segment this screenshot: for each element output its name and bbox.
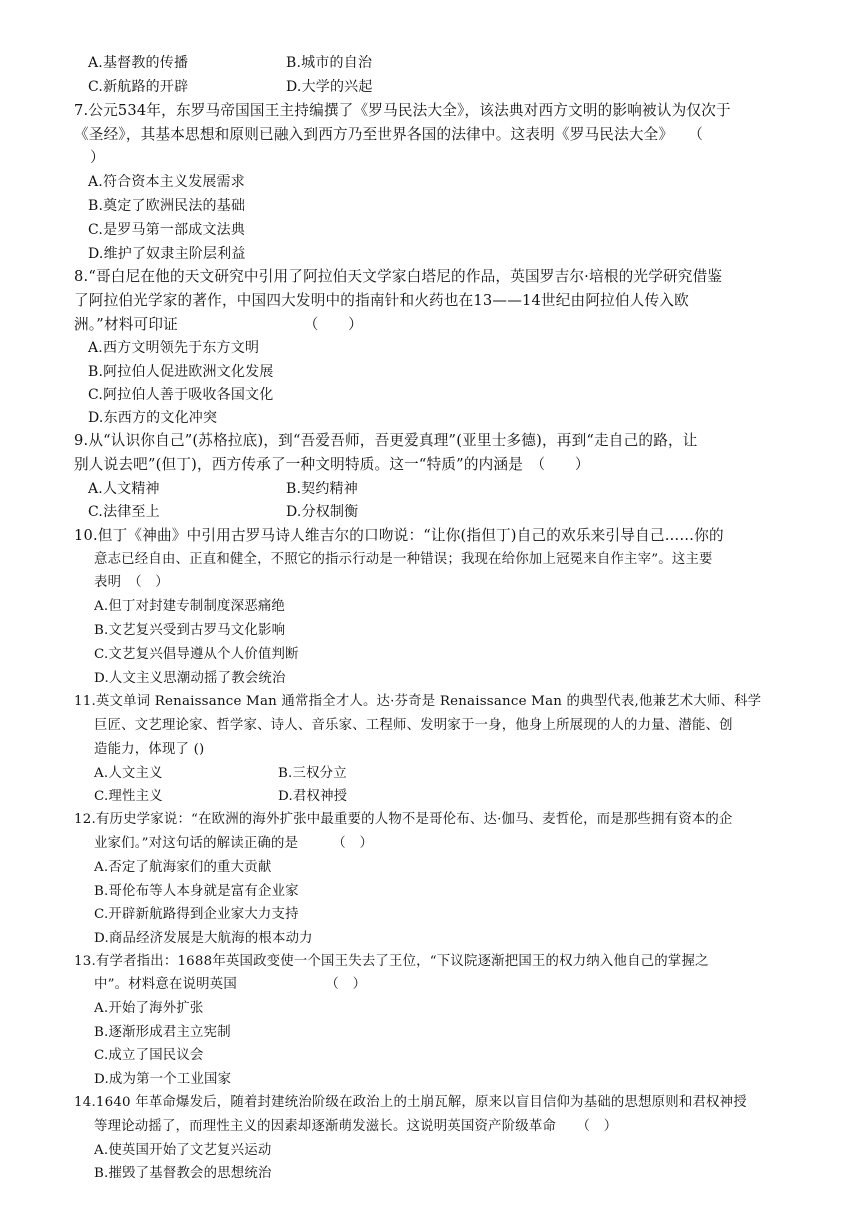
q6-option-d: D.大学的兴起 [286,79,373,95]
q6-option-b: B.城市的自治 [286,55,373,71]
q10-stem-line1: 10.但丁《神曲》中引用古罗马诗人维吉尔的口吻说：“让你(指但丁)自己的欢乐来引导自己……你的 [74,527,724,544]
q12-option-c: C.开辟新航路得到企业家大力支持 [94,907,299,922]
q7-option-c: C.是罗马第一部成文法典 [88,222,246,238]
q12-stem-line2: 业家们。”对这句话的解读正确的是 （ ） [94,836,374,851]
q11-stem-line2: 巨匠、文艺理论家、哲学家、诗人、音乐家、工程师、发明家于一身，他身上所展现的人的力量、潜能、创 [94,718,733,733]
q13-option-d: D.成为第一个工业国家 [94,1072,232,1087]
q9-stem-line1: 9.从“认识你自己”(苏格拉底)，到“吾爱吾师，吾更爱真理”(亚里士多德)，再到“走自己的路，让 [74,432,698,449]
q13-option-b: B.逐渐形成君主立宪制 [94,1025,231,1040]
q9-option-d: D.分权制衡 [286,504,359,520]
q14-stem-line1: 14.1640 年革命爆发后，随着封建统治阶级在政治上的土崩瓦解，原来以盲目信仰为基础的思想原则和君权神授 [74,1095,747,1110]
q9-option-a: A.人文精神 [88,481,160,497]
q8-option-d: D.东西方的文化冲突 [88,410,218,426]
q11-option-b: B.三权分立 [278,766,347,781]
q13-option-a: A.开始了海外扩张 [94,1001,204,1016]
q6-option-c: C.新航路的开辟 [88,79,189,95]
q8-option-b: B.阿拉伯人促进欧洲文化发展 [88,364,274,380]
q13-stem-line2: 中”。材料意在说明英国 （ ） [94,977,367,992]
q7-stem-line1: 7.公元534年，东罗马帝国国王主持编撰了《罗马民法大全》，该法典对西方文明的影响被认为仅次于 [74,102,731,119]
q7-option-a: A.符合资本主义发展需求 [88,174,245,190]
q10-option-b: B.文艺复兴受到古罗马文化影响 [94,623,286,638]
q11-option-d: D.君权神授 [278,789,348,804]
q8-stem-line1: 8.“哥白尼在他的天文研究中引用了阿拉伯天文学家白塔尼的作品，英国罗吉尔·培根的光学研究借鉴 [74,268,723,285]
q11-option-a: A.人文主义 [94,766,163,781]
q12-option-d: D.商品经济发展是大航海的根本动力 [94,931,313,946]
q10-option-d: D.人文主义思潮动摇了教会统治 [94,671,286,686]
q8-option-a: A.西方文明领先于东方文明 [88,340,260,356]
q9-stem-line2: 别人说去吧”(但丁)，西方传承了一种文明特质。这一“特质”的内涵是 （ ） [74,456,590,473]
q10-stem-line3: 表明 （ ） [94,575,169,590]
q11-stem-line1: 11.英文单词 Renaissance Man 通常指全才人。达·芬奇是 Renaissance Man 的典型代表,他兼艺术大师、科学 [74,694,762,709]
q12-option-b: B.哥伦布等人本身就是富有企业家 [94,884,299,899]
q8-stem-line2: 了阿拉伯光学家的著作，中国四大发明中的指南针和火药也在13——14世纪由阿拉伯人传入欧 [74,292,689,309]
q7-option-d: D.维护了奴隶主阶层利益 [88,246,246,262]
q7-stem-line3: ） [90,149,105,166]
q11-option-c: C.理性主义 [94,789,163,804]
q10-stem-line2: 意志已经自由、正直和健全，不照它的指示行动是一种错误；我现在给你加上冠冕来自作主宰”。这主要 [94,552,713,567]
q14-option-b: B.摧毁了基督教会的思想统治 [94,1166,272,1181]
q9-option-b: B.契约精神 [286,481,358,497]
q7-option-b: B.奠定了欧洲民法的基础 [88,198,246,214]
q11-stem-line3: 造能力，体现了 () [94,742,205,757]
q12-stem-line1: 12.有历史学家说：“在欧洲的海外扩张中最重要的人物不是哥伦布、达·伽马、麦哲伦，而是那些拥有资本的企 [74,812,733,827]
q8-option-c: C.阿拉伯人善于吸收各国文化 [88,387,274,403]
q14-stem-line2: 等理论动摇了，而理性主义的因素却逐渐萌发滋长。这说明英国资产阶级革命 （ ） [94,1119,618,1134]
q10-option-c: C.文艺复兴倡导遵从个人价值判断 [94,647,299,662]
q10-option-a: A.但丁对封建专制制度深恶痛绝 [94,599,286,614]
q9-option-c: C.法律至上 [88,504,160,520]
q12-option-a: A.否定了航海家们的重大贡献 [94,860,272,875]
q13-stem-line1: 13.有学者指出：1688年英国政变使一个国王失去了王位，“下议院逐渐把国王的权力纳入他自己的掌握之 [74,954,709,969]
q6-option-a: A.基督教的传播 [88,55,189,71]
q14-option-a: A.使英国开始了文艺复兴运动 [94,1143,272,1158]
q7-stem-line2: 《圣经》，其基本思想和原则已融入到西方乃至世界各国的法律中。这表明《罗马民法大全》 （ [74,126,704,143]
q13-option-c: C.成立了国民议会 [94,1048,204,1063]
q8-stem-line3: 洲。”材料可印证 （ ） [74,316,363,333]
